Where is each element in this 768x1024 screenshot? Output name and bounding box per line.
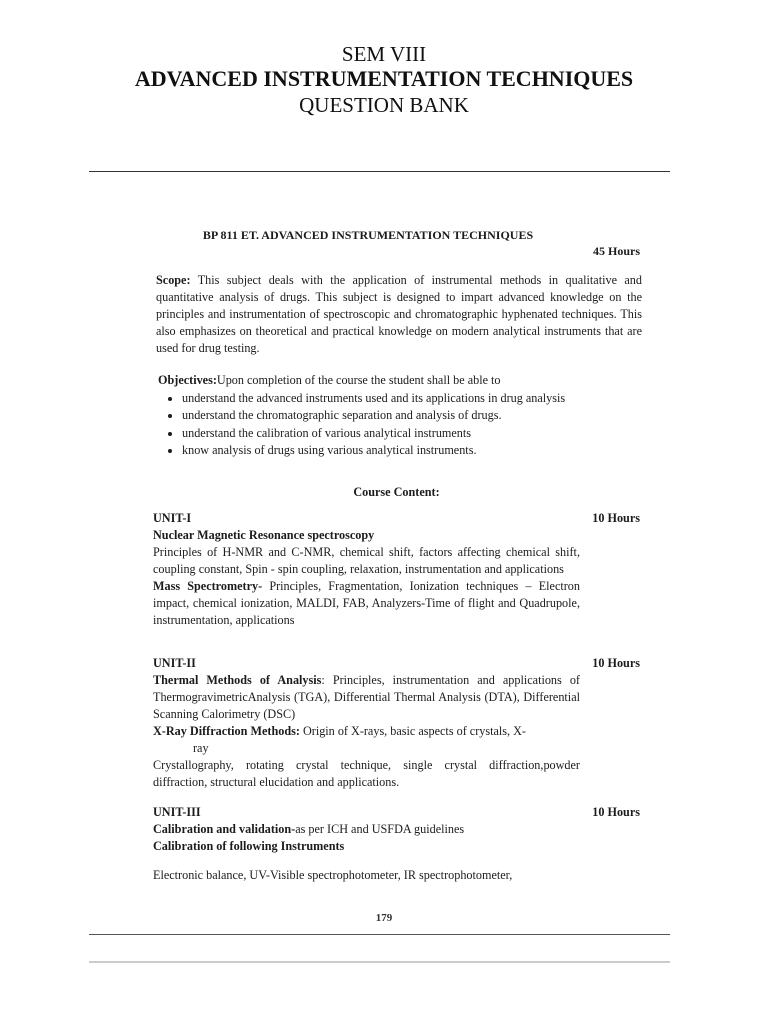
- page-number: 179: [375, 912, 393, 924]
- unit-1: [153, 510, 640, 629]
- unit-hours: 10 Hours: [592, 805, 640, 819]
- topic-text: Principles, Fragmentation, Ionization techniques – Electron impact, chemical ionization, MALDI, FAB, Analyzers-Time of flight and Quadrupole, instrumentation, applications: [153, 579, 580, 627]
- topic-text: Origin of X-rays, basic aspects of crystals, X-: [299, 724, 526, 738]
- scope-label: Scope:: [156, 273, 191, 287]
- scope-paragraph: [156, 272, 642, 357]
- objectives-label: Objectives:: [158, 373, 217, 387]
- objective-item: • know analysis of drugs using various analytical instruments.: [182, 442, 638, 460]
- topic-title: Mass Spectrometry-: [153, 579, 263, 593]
- unit-3: [153, 804, 640, 884]
- objective-item: • understand the chromatographic separation and analysis of drugs.: [182, 407, 638, 425]
- topic-title: Calibration and validation-: [153, 822, 296, 836]
- course-hours: 45 Hours: [592, 244, 640, 258]
- topic-title: Nuclear Magnetic Resonance spectroscopy: [153, 528, 375, 542]
- objective-item: • understand the calibration of various analytical instruments: [182, 425, 638, 443]
- objective-item: • understand the advanced instruments used and its applications in drug analysis: [182, 390, 638, 408]
- unit-title: UNIT-II: [153, 656, 196, 670]
- unit-hours: 10 Hours: [592, 511, 640, 525]
- course-title: BP 811 ET. ADVANCED INSTRUMENTATION TECHNIQUES: [202, 228, 534, 242]
- scope-text: This subject deals with the application of instrumental methods in qualitative and quantitative analysis of drugs. This subject is designed to impart advanced knowledge on the principles and instrumentation of spectroscopic and chromatographic hyphenated techniques. This also emphasizes on theoretical and practical knowledge on modern analytical instruments that are used for drug testing.: [156, 273, 642, 355]
- unit-title: UNIT-III: [153, 805, 201, 819]
- topic-text: : Principles, instrumentation and applications of ThermogravimetricAnalysis (TGA), Differential Thermal Analysis (DTA), Differential Scanning Calorimetry (DSC): [153, 673, 580, 721]
- unit-title: UNIT-I: [153, 511, 192, 525]
- course-content-heading: Course Content:: [353, 485, 440, 499]
- topic-title: Thermal Methods of Analysis: [153, 673, 322, 687]
- topic-text: ray: [193, 741, 209, 755]
- topic-text: Principles of H-NMR and C-NMR, chemical shift, factors affecting chemical shift, coupling constant, Spin - spin coupling, relaxation, instrumentation and applications: [153, 545, 580, 576]
- objectives-intro: Upon completion of the course the student shall be able to: [216, 373, 501, 387]
- unit-hours: 10 Hours: [592, 656, 640, 670]
- top-divider: [89, 171, 670, 172]
- objectives-list: [158, 390, 638, 460]
- bottom-divider: [89, 934, 670, 935]
- document-title: ADVANCED INSTRUMENTATION TECHNIQUES: [134, 66, 634, 91]
- document-header: [0, 42, 768, 118]
- footer-divider: [89, 961, 670, 963]
- objectives-section: [158, 372, 638, 460]
- topic-text: Crystallography, rotating crystal technique, single crystal diffraction,powder diffraction, structural elucidation and applications.: [153, 758, 580, 789]
- document-subtitle: QUESTION BANK: [299, 93, 469, 117]
- topic-text: Electronic balance, UV-Visible spectrophotometer, IR spectrophotometer,: [153, 868, 513, 882]
- topic-title: X-Ray Diffraction Methods:: [153, 724, 300, 738]
- topic-title: Calibration of following Instruments: [153, 839, 345, 853]
- unit-2: [153, 655, 640, 791]
- semester-label: SEM VIII: [341, 42, 427, 66]
- topic-text: as per ICH and USFDA guidelines: [295, 822, 465, 836]
